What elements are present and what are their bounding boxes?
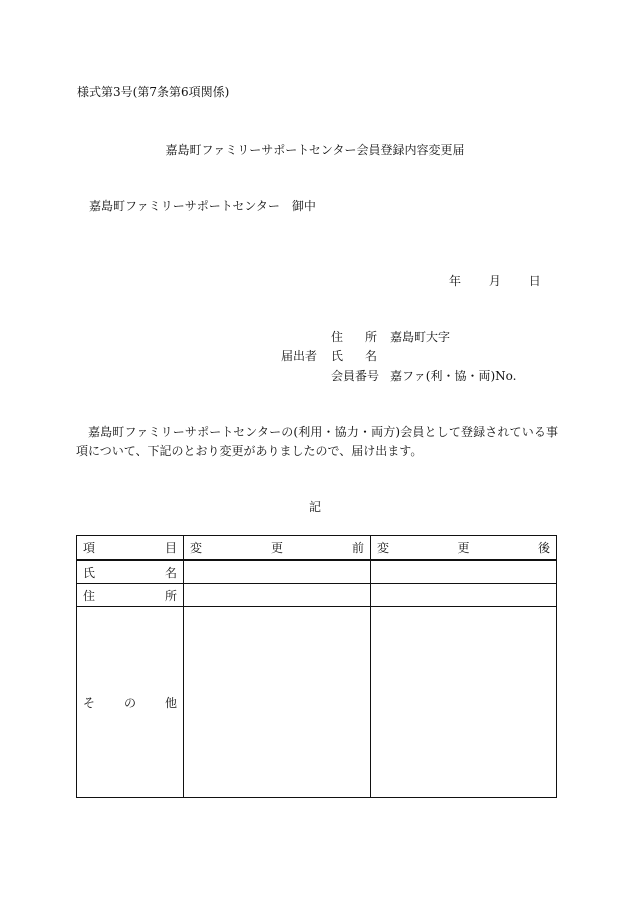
document-title: 嘉島町ファミリーサポートセンター会員登録内容変更届 xyxy=(165,143,465,157)
row-item-name: 氏名 xyxy=(77,560,184,584)
row-name-after[interactable] xyxy=(371,560,557,584)
date-year-label: 年 xyxy=(449,274,462,288)
row-other-after[interactable] xyxy=(371,607,557,798)
member-number-value: 嘉ファ(利・協・両)No. xyxy=(390,369,517,383)
date-month-label: 月 xyxy=(488,274,501,288)
header-before: 変更前 xyxy=(184,536,371,561)
row-address-after[interactable] xyxy=(371,584,557,607)
address-label: 住所 xyxy=(331,330,377,344)
row-item-other: その他 xyxy=(77,607,184,798)
header-after: 変更後 xyxy=(371,536,557,561)
row-other-before[interactable] xyxy=(184,607,371,798)
table-row xyxy=(77,607,557,798)
body-paragraph: 嘉島町ファミリーサポートセンターの(利用・協力・両方)会員として登録されている事項について、下記のとおり変更がありましたので、届け出ます。 xyxy=(76,425,558,458)
addressee: 嘉島町ファミリーサポートセンター 御中 xyxy=(89,199,316,213)
ki-label: 記 xyxy=(308,500,321,514)
header-item: 項目 xyxy=(77,536,184,561)
name-label: 氏名 xyxy=(331,349,377,363)
date-line xyxy=(449,274,541,288)
member-number-label: 会員番号 xyxy=(331,369,380,383)
table-header-row xyxy=(77,536,557,561)
applicant-label: 届出者 xyxy=(281,349,318,363)
form-number: 様式第3号(第7条第6項関係) xyxy=(77,85,230,99)
table-row xyxy=(77,584,557,607)
row-address-before[interactable] xyxy=(184,584,371,607)
table-row xyxy=(77,560,557,584)
date-day-label: 日 xyxy=(528,274,541,288)
change-table xyxy=(76,535,557,798)
row-item-address: 住所 xyxy=(77,584,184,607)
row-name-before[interactable] xyxy=(184,560,371,584)
address-value: 嘉島町大字 xyxy=(390,330,451,344)
